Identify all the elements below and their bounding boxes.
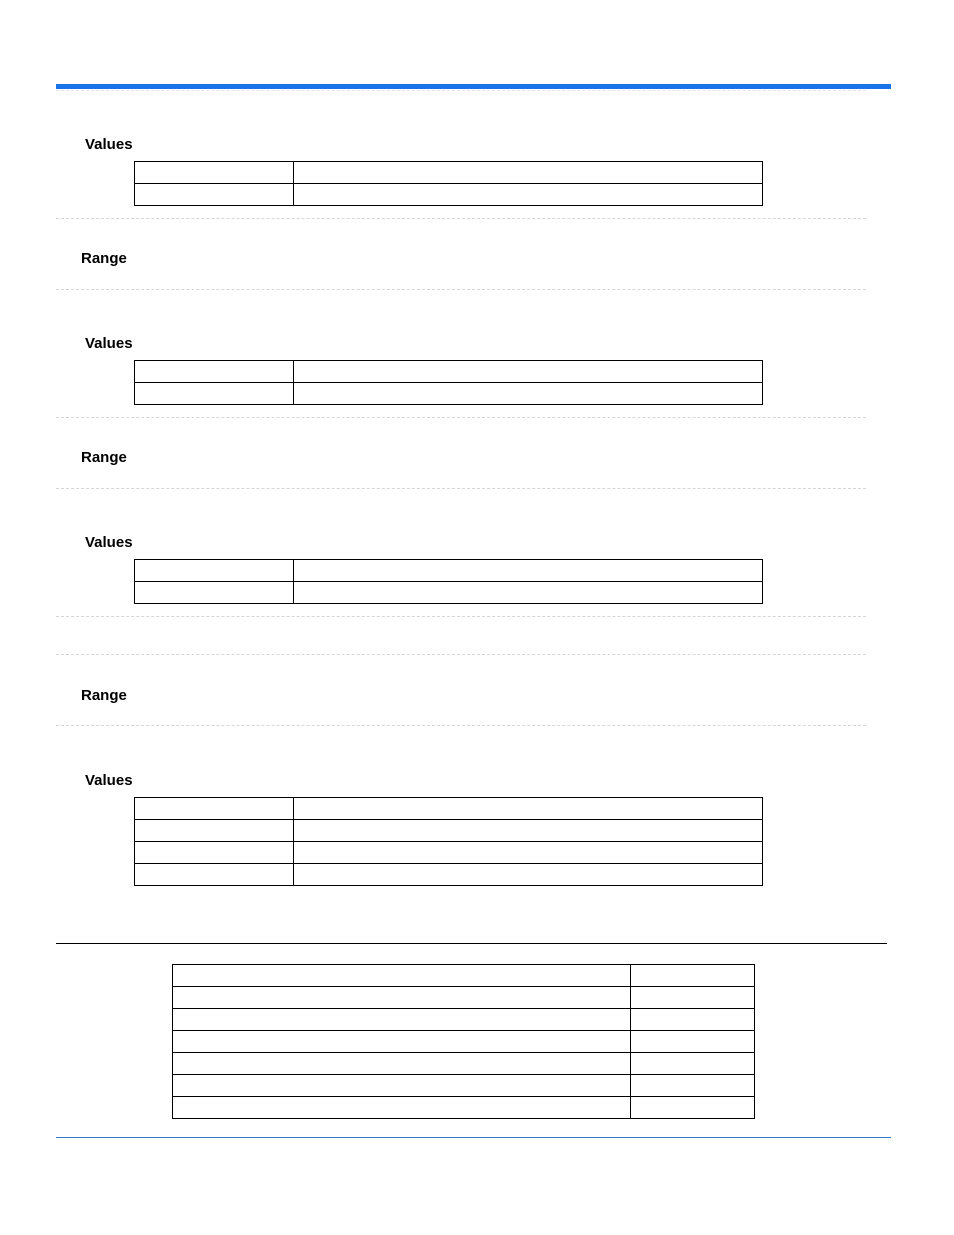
values-table-3 — [134, 559, 763, 604]
table-cell — [294, 560, 763, 582]
values-heading-4: Values — [85, 772, 133, 789]
table-row — [173, 1031, 755, 1053]
section-divider — [56, 488, 866, 489]
table-cell — [173, 965, 631, 987]
section-divider — [56, 417, 866, 418]
table-cell — [135, 184, 294, 206]
section-divider — [56, 654, 866, 655]
table-cell — [135, 383, 294, 405]
table-row — [135, 383, 763, 405]
table-cell — [294, 864, 763, 886]
table-cell — [135, 162, 294, 184]
table-row — [135, 162, 763, 184]
table-row — [135, 582, 763, 604]
table-cell — [294, 383, 763, 405]
header-accent-bar — [56, 84, 891, 89]
table-cell — [631, 1009, 755, 1031]
table-row — [135, 361, 763, 383]
table-cell — [173, 1009, 631, 1031]
footer-rule — [56, 1137, 891, 1138]
table-cell — [135, 864, 294, 886]
section-rule — [56, 943, 887, 944]
table-cell — [631, 1075, 755, 1097]
table-row — [135, 864, 763, 886]
values-heading-3: Values — [85, 534, 133, 551]
table-row — [135, 798, 763, 820]
table-row — [173, 1075, 755, 1097]
table-cell — [173, 1075, 631, 1097]
table-cell — [173, 1031, 631, 1053]
table-row — [173, 987, 755, 1009]
values-table-1 — [134, 161, 763, 206]
summary-table — [172, 964, 755, 1119]
table-cell — [173, 1053, 631, 1075]
table-cell — [294, 820, 763, 842]
table-cell — [173, 987, 631, 1009]
values-table-2 — [134, 360, 763, 405]
table-row — [173, 1097, 755, 1119]
table-cell — [135, 820, 294, 842]
table-cell — [631, 1097, 755, 1119]
range-heading-1: Range — [81, 250, 127, 267]
table-row — [173, 1009, 755, 1031]
section-divider — [56, 616, 866, 617]
values-heading-1: Values — [85, 136, 133, 153]
table-cell — [135, 582, 294, 604]
header-divider — [56, 90, 866, 91]
table-cell — [135, 361, 294, 383]
values-table-4 — [134, 797, 763, 886]
table-cell — [631, 1031, 755, 1053]
table-cell — [135, 560, 294, 582]
table-row — [135, 184, 763, 206]
table-cell — [294, 184, 763, 206]
table-row — [135, 842, 763, 864]
table-cell — [294, 842, 763, 864]
table-row — [135, 560, 763, 582]
table-cell — [173, 1097, 631, 1119]
section-divider — [56, 218, 866, 219]
section-divider — [56, 725, 866, 726]
table-cell — [631, 965, 755, 987]
table-row — [173, 1053, 755, 1075]
table-cell — [294, 361, 763, 383]
section-divider — [56, 289, 866, 290]
table-row — [135, 820, 763, 842]
table-cell — [294, 798, 763, 820]
values-heading-2: Values — [85, 335, 133, 352]
table-cell — [294, 582, 763, 604]
table-row — [173, 965, 755, 987]
table-cell — [631, 987, 755, 1009]
range-heading-2: Range — [81, 449, 127, 466]
table-cell — [294, 162, 763, 184]
range-heading-3: Range — [81, 687, 127, 704]
table-cell — [631, 1053, 755, 1075]
table-cell — [135, 798, 294, 820]
table-cell — [135, 842, 294, 864]
